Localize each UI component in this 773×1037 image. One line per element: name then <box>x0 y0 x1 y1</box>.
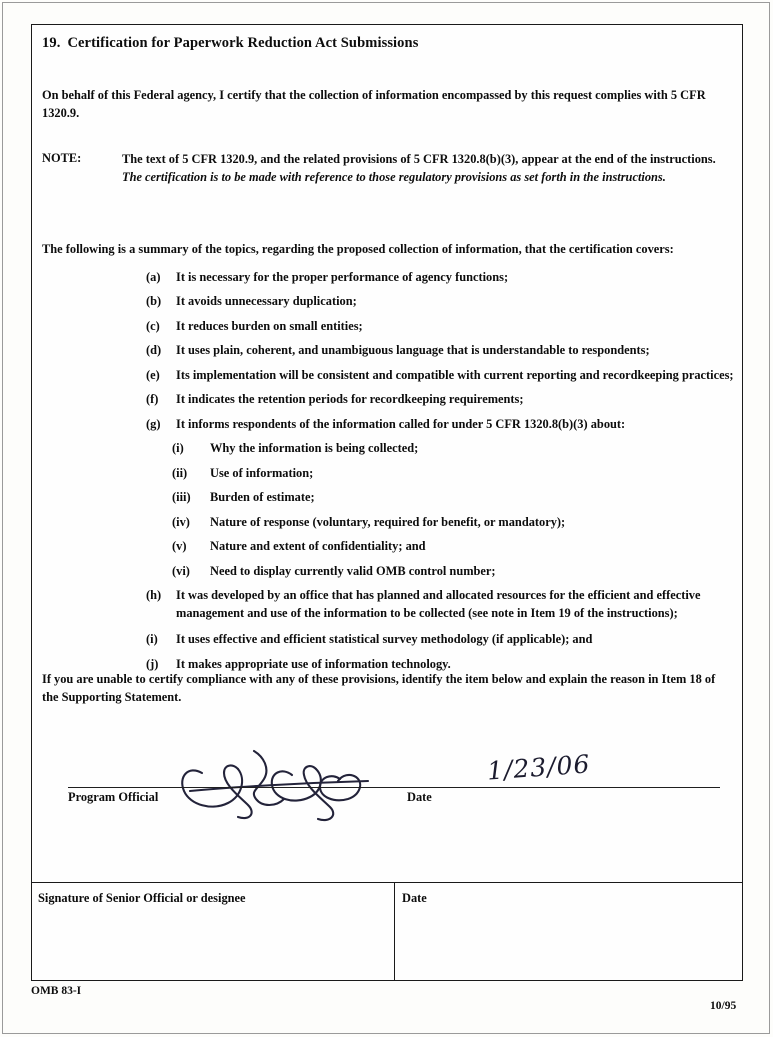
list-item <box>42 342 742 360</box>
revision-date-footer: 10/95 <box>710 1000 737 1012</box>
sublist-item-text: Use of information; <box>210 465 314 480</box>
sublist-marker: (ii) <box>172 465 188 480</box>
topics-list <box>42 269 742 680</box>
sublist-item <box>42 563 742 581</box>
note-text-normal: The text of 5 CFR 1320.9, and the related provisions of 5 CFR 1320.8(b)(3), appear at the end of the instructions. <box>122 152 716 166</box>
sublist-item <box>42 489 742 507</box>
sublist-item <box>42 538 742 556</box>
sublist-item <box>42 514 742 532</box>
section-title-text: Certification for Paperwork Reduction Act Submissions <box>67 35 419 51</box>
sublist-item-text: Nature of response (voluntary, required for benefit, or mandatory); <box>210 514 566 529</box>
list-marker: (b) <box>146 294 162 309</box>
summary-lead-paragraph: The following is a summary of the topics, regarding the proposed collection of information, that the certification covers: <box>42 242 674 256</box>
list-item-text: It uses effective and efficient statistical survey methodology (if applicable); and <box>176 632 593 647</box>
sublist-item-text: Nature and extent of confidentiality; and <box>210 539 426 554</box>
list-item <box>42 318 742 336</box>
list-item <box>42 631 742 649</box>
list-marker: (h) <box>146 588 162 603</box>
list-item <box>42 293 742 311</box>
list-item-text: It was developed by an office that has planned and allocated resources for the efficient and effective management and use of the information to be collected (see note in Item 19 of the instructions); <box>176 588 701 621</box>
sublist-item-text: Need to display currently valid OMB control number; <box>210 563 496 578</box>
list-item-text: It is necessary for the proper performance of agency functions; <box>176 270 509 284</box>
note-label: NOTE: <box>42 151 82 165</box>
program-official-label: Program Official <box>68 790 159 804</box>
list-marker: (a) <box>146 270 161 284</box>
section-number: 19. <box>42 35 61 51</box>
sublist-marker: (vi) <box>172 563 190 578</box>
sublist-marker: (v) <box>172 539 187 554</box>
handwritten-date: 1/23/06 <box>486 749 592 786</box>
list-item <box>42 587 742 623</box>
list-item <box>42 269 742 287</box>
senior-official-box-divider <box>394 882 395 981</box>
list-marker: (j) <box>146 656 159 671</box>
sublist-item-text: Why the information is being collected; <box>210 441 419 456</box>
senior-official-signature-label: Signature of Senior Official or designee <box>38 891 246 905</box>
sublist-marker: (i) <box>172 441 184 456</box>
sublist-item <box>42 465 742 483</box>
list-item-text: It uses plain, coherent, and unambiguous language that is understandable to respondents; <box>176 343 650 358</box>
section-title <box>42 35 418 52</box>
list-marker: (g) <box>146 416 161 431</box>
list-item-text: It informs respondents of the information called for under 5 CFR 1320.8(b)(3) about: <box>176 416 626 431</box>
note-body <box>122 151 722 187</box>
unable-to-certify-paragraph: If you are unable to certify compliance with any of these provisions, identify the item below and explain the reason in Item 18 of the Supporting Statement. <box>42 672 716 704</box>
sublist-item-text: Burden of estimate; <box>210 490 315 505</box>
senior-official-date-label: Date <box>402 891 427 905</box>
signature-date-label: Date <box>407 790 432 804</box>
list-item <box>42 391 742 409</box>
signature-line <box>68 787 720 788</box>
list-item-text: It avoids unnecessary duplication; <box>176 294 357 309</box>
note-text-italic: The certification is to be made with reference to those regulatory provisions as set forth in the instructions. <box>122 169 666 184</box>
list-item-text: It reduces burden on small entities; <box>176 318 363 333</box>
list-item-text: Its implementation will be consistent and compatible with current reporting and recordkeeping practices; <box>176 367 734 382</box>
list-marker: (c) <box>146 318 160 333</box>
list-item-text: It makes appropriate use of information technology. <box>176 656 451 671</box>
list-item <box>42 367 742 385</box>
form-id-footer: OMB 83-I <box>31 985 82 997</box>
list-marker: (f) <box>146 392 159 407</box>
list-marker: (e) <box>146 367 160 382</box>
list-marker: (i) <box>146 632 158 647</box>
signature-mark <box>172 743 442 828</box>
list-item-text: It indicates the retention periods for recordkeeping requirements; <box>176 392 524 407</box>
list-item <box>42 416 742 434</box>
sublist-marker: (iii) <box>172 490 191 505</box>
sublist-marker: (iv) <box>172 514 190 529</box>
certification-paragraph: On behalf of this Federal agency, I certify that the collection of information encompassed by this request complies with 5 CFR 1320.9. <box>42 88 706 120</box>
sublist-item <box>42 440 742 458</box>
list-marker: (d) <box>146 343 162 358</box>
form-main-box <box>31 24 743 981</box>
